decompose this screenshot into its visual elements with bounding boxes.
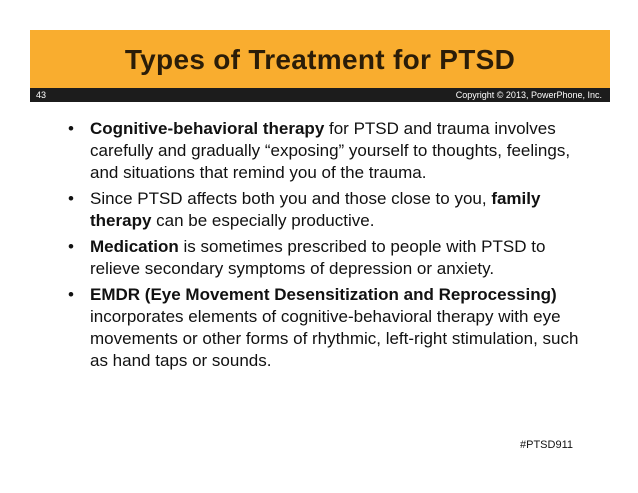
bullet-text: can be especially productive. bbox=[151, 211, 375, 230]
info-bar bbox=[30, 88, 610, 102]
bullet-marker: • bbox=[68, 189, 74, 208]
slide-number: 43 bbox=[36, 90, 47, 100]
bullet-text: incorporates elements of cognitive-behavioral therapy with eye movements or other forms of rhythmic, left-right stimulation, such as hand taps or sounds. bbox=[90, 307, 579, 370]
bullet-bold-term: family therapy bbox=[90, 189, 541, 230]
bullet-item-cbt bbox=[68, 118, 588, 184]
title-bar bbox=[30, 30, 610, 88]
hashtag-label: #PTSD911 bbox=[520, 439, 573, 451]
bullet-text-lead: Since PTSD affects both you and those close to you, bbox=[90, 189, 492, 208]
slide-title: Types of Treatment for PTSD bbox=[124, 44, 516, 75]
bullet-list bbox=[68, 118, 588, 376]
bullet-bold-term: Medication bbox=[90, 237, 179, 256]
bullet-marker: • bbox=[68, 119, 74, 138]
bullet-text: is sometimes prescribed to people with PTSD to relieve secondary symptoms of depression or anxiety. bbox=[90, 237, 546, 278]
bullet-marker: • bbox=[68, 285, 74, 304]
bullet-bold-term: EMDR (Eye Movement Desensitization and Reprocessing) bbox=[90, 285, 557, 304]
bullet-text: for PTSD and trauma involves carefully and gradually “exposing” yourself to thoughts, feelings, and situations that remind you of the trauma. bbox=[90, 119, 571, 182]
bullet-item-medication bbox=[68, 236, 588, 280]
bullet-item-family-therapy bbox=[68, 188, 588, 232]
bullet-marker: • bbox=[68, 237, 74, 256]
copyright-notice: Copyright © 2013, PowerPhone, Inc. bbox=[455, 90, 602, 100]
bullet-item-emdr bbox=[68, 284, 588, 372]
bullet-bold-term: Cognitive-behavioral therapy bbox=[90, 119, 325, 138]
